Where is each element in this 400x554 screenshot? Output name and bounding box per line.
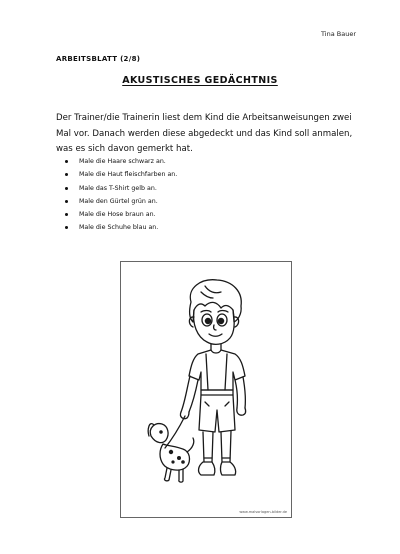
illustration-watermark: www.malvorlagen-bilder.de	[239, 510, 287, 514]
coloring-picture-frame	[120, 261, 292, 518]
task-item-trousers: Male die Hose braun an.	[64, 208, 177, 221]
task-item-hair: Male die Haare schwarz an.	[64, 155, 177, 168]
task-list	[64, 155, 177, 235]
author-name: Tina Bauer	[321, 30, 356, 38]
dog-head-outline	[150, 424, 168, 443]
worksheet-label: ARBEITSBLATT (2/8)	[56, 55, 141, 63]
right-shoe-outline	[221, 462, 236, 475]
boy-with-dog-illustration	[121, 262, 291, 517]
task-item-belt: Male den Gürtel grün an.	[64, 195, 177, 208]
shorts-outline	[199, 395, 235, 432]
belt-outline	[201, 390, 233, 395]
title-text: AKUSTISCHES GEDÄCHTNIS	[122, 75, 278, 86]
instructions-paragraph: Der Trainer/die Trainerin liest dem Kind die Arbeitsanweisungen zwei Mal vor. Danach werden diese abgedeckt und das Kind soll anmalen, was es sich davon gemerkt hat.	[56, 113, 353, 154]
page-title	[0, 75, 400, 86]
left-shoe-outline	[199, 462, 215, 475]
task-item-shoes: Male die Schuhe blau an.	[64, 221, 177, 234]
task-item-skin: Male die Haut fleischfarben an.	[64, 168, 177, 181]
task-item-tshirt: Male das T-Shirt gelb an.	[64, 182, 177, 195]
